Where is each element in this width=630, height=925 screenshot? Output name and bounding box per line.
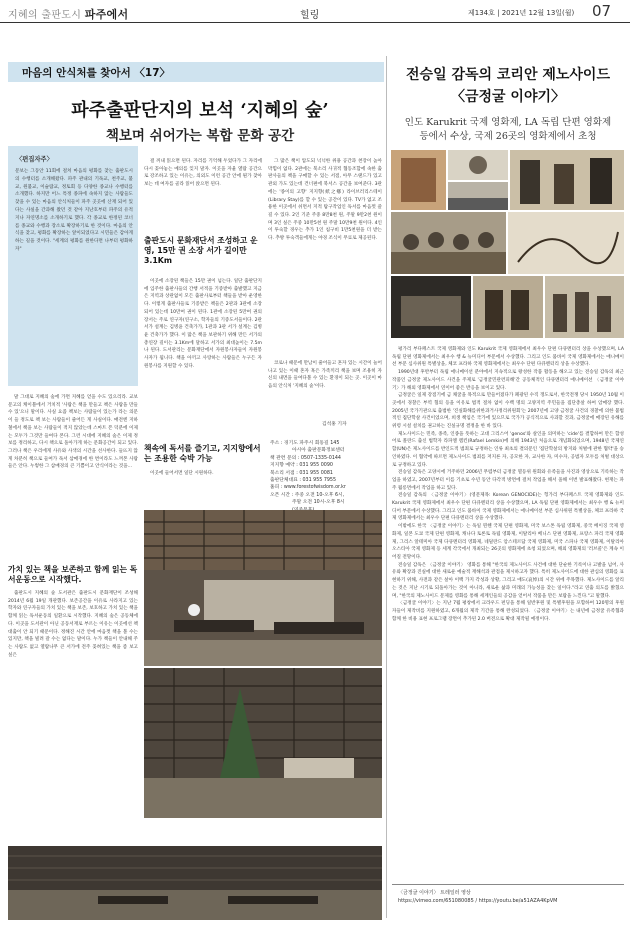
info-line: 책 관련 문의 : 0507-1335-0144 [270, 455, 341, 461]
column-divider [386, 56, 387, 918]
right-paragraph-7: 이밖에도 한국 〈금정굴 이야기〉는 독일 뮌헨 국제 단편 영화제, 미국 보스톤 독립 영화제, 중국 베이징 국제 영화제, 일본 도쿄 국제 단편 영화제, 캐나다 토론토 독립 영화제, 이탈리아 베니스 단편 영화제, 프랑스 파리 국제 영화제, 그리스 알테미아 국제 다큐멘터리 영화제, 네덜란드 암스테르담 국제 영화제, 미국 스파나 국제 영화제, 이탈리아 오스티아 국제 영화제 등 세계 각국에서 개최되는 26곳의 영화제에 초청 되었으며, 해외 영화제의 '러브콜'은 계속 이어질 전망이다. [392, 524, 624, 560]
film-stills-collage [391, 150, 624, 338]
editor-note-heading: 〈편집자주〉 [16, 156, 53, 163]
subhead-1: 가치 있는 책을 보존하고 함께 읽는 독서운동으로 시작했다. [8, 565, 138, 584]
right-paragraph-1: 평가리 부다페스트 국제 영화제와 인도 Karukrit 국제 영화제에서 최우수 단편 다큐멘터리 상을 수상했으며, LA 독립 단편 영화제에서는 최우수 행 & 뉴미디어 부문에서 수상했다. 그리고 인도 뭄바이 국제 영화제에서는 애니메이션 부문 심사위원 특별상을, 체코 프라하 국제 영화제에서는 최우수 단편 다큐멘터리 상을 수상했다. [392, 347, 624, 368]
info-line: 아시아 출판문화정보센터 [292, 448, 345, 454]
library-photo-2 [144, 668, 382, 818]
right-paragraph-6: 전승일 감독의 〈금정굴 이야기〉(영문제목: Korean GENOCIDE)는 헝가리 부다페스트 국제 영화제와 인도 Karukrit 국제 영화제에서 최우수 단편 다큐멘터리 상을 수상했으며, LA 독립 단편 영화제에서는 최우수 행 & 뉴미디어 부문에서 수상했다. 그리고 인도 뭄바이 국제 영화제에서는 애니메이션 부문 심사위원 특별상을, 체코 프라하 국제 영화제에서는 최우수 단편 다큐멘터리 상을 수상했다. [392, 493, 624, 522]
right-article-subtitle [392, 116, 624, 143]
article-column-2 [144, 158, 262, 230]
subhead-3: 책속에 독서를 즐기고, 지지향에서는 조용한 숙박 가능 [144, 444, 261, 463]
column-2c-paragraph: 이곳에 들어서면 일단 시원하다. [150, 471, 214, 476]
section-label: 힐링 [300, 10, 320, 21]
byline: 김석홍 기자 [322, 422, 347, 427]
still-portrait [448, 150, 508, 180]
article-column-3 [268, 158, 382, 358]
issue-info: 제134호 | 2021년 12월 13일(월) [468, 9, 575, 17]
right-paragraph-9: 〈금정굴 이야기〉는 지난 7월 평창에서 크라우드 펀딩을 통해 일반후원 및 특별후원을 포함하여 120명의 후원자들이 제작비를 지원하였고, 6개월의 제작 기간을 통해 완성되었다. 〈금정굴 이야기〉는 내년에 금정굴 유족협과 함께 한 비용 표현 프로그램 장면이 추가된 2.0 버전으로 확대 제작될 예정이다. [392, 601, 624, 622]
subhead-2: 출판도시 문화재단서 조성하고 운영, 15만 권 소장 서가 길이만 3.1Km [144, 236, 258, 265]
article-column-3b [268, 360, 382, 420]
trailer-caption [398, 890, 624, 905]
editor-note-body: 문보는 그동안 11회에 걸쳐 마음의 평화를 찾는 출판도시의 수행터를 소개해왔다. 파주 관내의 기독교, 천주교, 불교, 원불교, 이슬람교, 정토회 등 다양한 종교나 수행터를 소개했다. 하지만 어느 특정 종파에 속하지 않는 사람들도 찾을 수 있는 마음의 안식처들이 파주 곳곳에 산재 되어 있다는 사실을 간과해 왔던 것 같아 지난호부터 파주의 유적지나 자연명소를 소개하기로 했다. 각 종교로 한정된 코너를 종교와 수행과 장소로 확장하기로 한 것이다. 마음의 안식을 찾고, 평화를 확장하는 앞이되었다고 시민들은 감아게 하는 길을 것이다. "세계의 평화를 원한다면 나부터 평화하자" [15, 169, 133, 252]
right-paragraph-2: 1990년대 후반부터 독립 애니메이션 분야에서 지속적으로 왕성한 작품 활동을 해오고 있는 전승일 감독의 최근 작품인 금정굴 제노사이드 사건을 주제로 '금정굴민관련피해'간 공동체적인 다큐멘터리 애니메이션 〈금정굴 이야기〉가 해외 영화제에서 연이어 좋은 반응을 보이고 있다. [392, 370, 624, 391]
article-column-1 [8, 394, 138, 560]
right-paragraph-3: 금정굴은 일제 강점기에 금 채굴을 목적으로 만들어졌다가 폐광된 수직 갱도로서, 한국전쟁 당시 1950년 10월 이 곳에서 경찰은 부역 혐의 등을 이유로 법적 절차 없이 수백 명의 고양지역 주민들을 집단총살 하여 암매장 했다. 2005년 국가기관으로 출범한 '진실화해를위한과거사정리위원회'는 2007년에 고양 금정굴 사건의 경찰에 의한 불법적인 집단학살 사건이었으며, 희생 책임은 국가에 있으므로 국가가 공식적으로 사과할 것과, 금정굴에 매장된 유해를 위령 시설 설치를 권고하는 진실규명 결정을 한 바 있다. [392, 393, 624, 430]
column-1-paragraph: 말 그대로 지혜의 숲에 가면 지혜를 얻을 수도 있으리라. 교보문고의 케이블에서 거치적 '사람은 책을 만들고 책은 사람을 만들 수 있'으니 말이다. 사실 요즘 책보는 사람들이 있는가 라는 의문이 들 정도로 책 보는 사람들이 줄어든 게 사실이다. 매전엔 지하철에서 책을 보는 사람들이 적지 않았는데 스마트 폰 덕분에 이제는 모두가 그것만 들여다 본다. 그런 시대에 지혜의 숲은 이제 정보를 정리하고, 다시 책으로 돌아가게 하는 문화공간이 되고 있다. 그러나 책은 우리에게 사유와 사색의 시간을 선사한다. 들뜨지 않게 차분히 책으로 들여가 독서 삼매경에 한 번이라도 느껴본 사람들은 안다. 누렇한 그 삼매경의 큰 기쁨이고 안식이라는 것을... [8, 395, 138, 470]
editor-note-box [8, 146, 138, 386]
article-column-2b [144, 278, 262, 438]
column-2b-paragraph: 이곳에 소장된 책들은 15만 권이 넘는다. 일단 출판단지에 입주한 출판사들의 간행 서적을 기증받아 출발했고 지금은 지역과 상관없이 모든 출판사로부터 책들을 받아 운영한다. 이렇게 출판사들로 기증받은 책들은 2관과 3관에 소장되어 있는데 10만여 권이 된다. 1관에 소장된 5만여 권의 장서는 주로 연구자(연구소, 학자들의 기증도서들이다. 2관 서가 설계는 김병윤 건축가가, 1관과 3관 서가 설계는 김병윤 건축가가 했다. 이 많은 책을 보관하기 위해 만든 서가의 총연장 길이는 3.1Km에 달하고 서가의 최대높이는 7.5m나 된다. 도서관리는 문화재단에서 자원봉사자들이 자원봉사자가 됩니다. 책을 아끼고 사랑하는 사람들은 누구든 자원봉사를 지원할 수 있다. [144, 279, 262, 369]
still-people [545, 276, 624, 338]
info-line: 주말 오전 10시-오후 8시 [292, 500, 345, 506]
library-photo-1 [144, 510, 382, 666]
article-column-2c [144, 470, 262, 478]
info-line: 오픈 시간 : 주중 오전 10-오후 6시, [270, 492, 345, 498]
info-line: 출판단체대표 : 031 955 7955 [270, 478, 337, 484]
still-boots [473, 276, 543, 338]
right-paragraph-8: 전승일 감독은 〈금정굴 이야기〉 영화를 통해 "한국의 제노사이드 사건에 대한 단순한 기록이나 고발을 넘어, 사유와 확장과 진실에 대한 새로운 예술적 재해석과 관점을 제시하고자 했다. 특히 제노사이드에 대한 관심의 영화를 표현하기 위해, 사전과 같은 살아 이백 가지 각성과 상황, 그리고 애도(哀悼)의 시간 위에 주목했다. 제노사이드를 알리는 것은 지난 시기로 되돌아가는 것이 아니라, 새로운 삶과 미래의 가능성을 찾는 일이다."라고 연출 의도를 밝혔으며, "한국의 제노사이드 문제를 영화를 통해 세계인들의 공감을 얻어서 작품을 만든 보람을 느낀다."고 말했다. [392, 562, 624, 599]
still-drawing [508, 212, 624, 274]
series-kicker [8, 62, 384, 82]
info-line: 주소 : 경기도 파주시 회동길 145 [270, 441, 340, 446]
column-3-paragraph: 그 많은 책이 압도되 넉넉한 위용 공간과 천장이 높아 막힘이 없다. 2관에는 북소리 사귀적 협동조합에 속한 출판사들의 책을 구매할 수 있는 서점, 아무 스탠드가 있고 관외 가도 있는데 건너편에 북서스 공간을 보여준다. 3관에는 '종이의 고향' 지지향(紙之鄕) 라이브러리스테이(Library Stay)를 할 수 있는 공간이 있다. TV가 없고 조용한 이곳에서 쉬면서 지적 탐구작업인 독서를 마음껏 즐길 수 있다. 2인 기준 주중 8만8천 원, 주말 9만2천 원이며 3인 실은 주중 10만5천 원 주말 10만9천 원이다. 4인이 투숙할 경우는 추가 1인 침구비 1만5천원을 더 받는다. 추방 투숙객들에게는 야경 조식이 무료로 제공된다. [268, 159, 382, 242]
article-column-1b [8, 590, 138, 840]
still-hand-photo [391, 150, 446, 210]
column-3b-paragraph: 코로나 때문에 만남이 줄어들고 혼자 있는 시간이 늘어나고 있는 이때 혼자 혹은 가족끼리 책을 보며 조용히 자신의 내면을 들여다볼 수 있는 환경이 되는 곳. 이곳이 마음의 안식처 '지혜의 숲'이다. [268, 361, 382, 390]
article-subtitle: 책보며 쉬어가는 복합 문화 공간 [105, 128, 295, 144]
info-line: 지지향 예약 : 031 955 0090 [270, 463, 333, 469]
column-2-paragraph: 걸 꺼내 읽으면 된다. 자리를 기억해 두었다가 그 자리에 다시 꽂아놓는 예의를 잊지 말자. 이곳을 자율 열람 공간으로 강조하고 있는 이유는, 의외도 이런 공간 안에 뭔가 찾아보는 데 여자를 골라 읽어 앉으면 된다. [144, 159, 262, 188]
right-paragraph-5: 전승일 감독은 고양시에 거주하던 2006년 무렵부터 금정굴 멸등위 원회와 유족들을 사진과 영상으로 기록하는 작업을 하였고, 2007년부터 이를 기초로 수년 동안 다각적 방면에 걸쳐 작업을 해서 올해 이번 발표해왔다. 현재는 파주 월롱면에서 작업을 하고 있다. [392, 470, 624, 491]
column-1b-paragraph: 출판도시 지혜의 숲 도서관은 출판도시 문화재단이 조성해 2014년 6월 19일 개관했다. 보존공간을 이유로 사라지고 있는 학자와 연구자들의 가치 있는 책을 보존, 보호하고 가치 있는 책을 함께 읽는 독서운동의 일환으로 시작했다. 지혜의 숲은 공동체에다. 이곳을 도서관이 아닌 공동서재로 부르는 이유는 이곳에선 책 대출이 안 되기 때문이다. 정해진 시간 안에 마음껏 책을 볼 수는 있지만, 책을 빌려 갈 수는 없다는 말이다. 누가 책들이 안내해 주는 사람도 없고 열람나무 큰 서가에 전주 꽂혀있는 책을 좀 보고 싶은 [8, 591, 138, 658]
logo-prefix: 지혜의 출판도시 [8, 10, 82, 21]
still-figures [510, 150, 624, 210]
right-article-title-2: 〈금정굴 이야기〉 [450, 89, 566, 105]
subtitle-line-1: 인도 Karukrit 국제 영화제, LA 독립 단편 영화제 [404, 117, 612, 128]
info-line: 홈피 : www.forestofwisdom.or.kr [270, 485, 346, 491]
caption-links[interactable]: https://vimeo.com/651080085 / https://youtu.be/a51AZA4KpVM [398, 897, 558, 904]
logo-main: 파주에서 [84, 8, 129, 21]
info-line: 북소리 서점 : 031 955 0081 [270, 470, 333, 476]
venue-info [270, 440, 380, 514]
caption-heading: 〈금정굴 이야기〉 트레일러 영상 [398, 890, 471, 896]
right-paragraph-4: 제노사이드는 민족, 종족, 인종을 뜻하는 고대 그리스어 'genos'와 살인을 의미하는 'cide'를 결합하여 만든 합성어로 폴란드 출신 법학자 라파엘 렘킨(Rafael Lemkin)에 의해 1943년 처음으로 개념화되었으며, 1948년 국제연합(UN)은 제노사이드를 반인도적 범죄로 규정하는 인류 최초의 결의문인 '집단학살의 방지와 처벌에 관한 협약'을 승인하였다. 이 협약에 따르면 제노사이드 범죄를 저지른 자, 공모한 자, 교사한 자, 미수자, 공범자 모두를 처벌 대상으로 규정하고 있다. [392, 431, 624, 468]
page-header [0, 0, 630, 46]
article-title: 파주출판단지의 보석 ‘지혜의 숲’ [71, 100, 329, 121]
still-landscape [448, 182, 508, 210]
right-article-body [392, 346, 624, 880]
header-rule [0, 22, 630, 23]
newspaper-logo [8, 6, 128, 22]
right-article-title: 전승일 감독의 코리안 제노사이드 [406, 67, 610, 83]
kicker-text: 마음의 안식처를 찾아서 〈17〉 [22, 67, 171, 79]
subtitle-line-2: 등에서 수상, 국제 26곳의 영화제에서 초청 [419, 130, 597, 142]
still-dark-scene [391, 276, 471, 338]
caption-rule [392, 884, 624, 885]
still-crowd [391, 212, 506, 274]
page-number: 07 [592, 2, 612, 20]
library-photo-3 [8, 846, 382, 920]
